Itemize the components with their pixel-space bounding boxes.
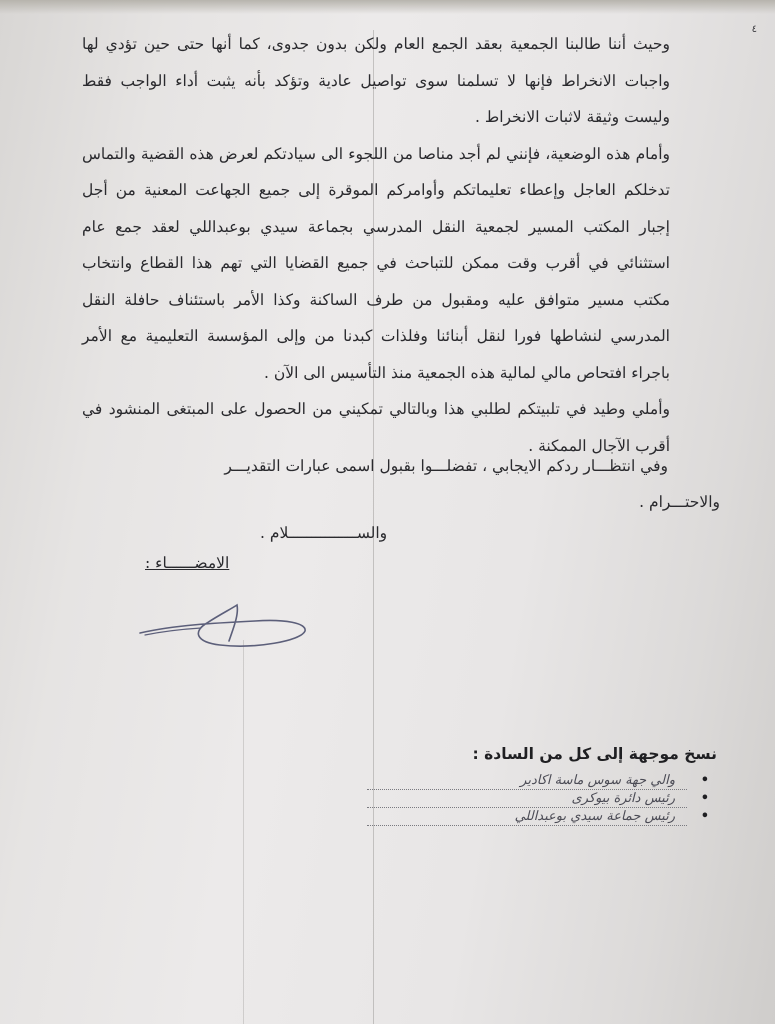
copies-heading: نسخ موجهة إلى كل من السادة : — [472, 745, 717, 763]
handwritten-signature — [135, 595, 315, 655]
copy-recipient: رئيس جماعة سيدي بوعبداللي — [514, 809, 675, 824]
salutation: والســـــــــــــــلام . — [260, 524, 388, 542]
list-item — [367, 808, 709, 826]
paragraph-hope: وأملي وطيد في تلبيتكم لطلبي هذا وبالتالي تمكيني من الحصول على المبتغى المنشود في أقرب الآجال الممكنة . — [82, 400, 670, 455]
letter-closing — [80, 448, 720, 520]
bullet-icon: • — [700, 791, 709, 806]
paragraph-membership: وحيث أننا طالبنا الجمعية بعقد الجمع العام ولكن بدون جدوى، كما أنها حتى حين تؤدي لها واجبات الانخراط فإنها لا تسلمنا سوى تواصيل عادية وتؤكد بأنه يثبت أداء الواجب فقط وليست وثيقة لاثبات الانخراط . — [82, 35, 670, 126]
list-item — [367, 790, 709, 808]
page-top-shadow — [0, 0, 775, 14]
signature-label: الامضــــــاء : — [145, 554, 230, 572]
bullet-icon: • — [700, 809, 709, 824]
bullet-icon: • — [700, 773, 709, 788]
paragraph-request: وأمام هذه الوضعية، فإنني لم أجد مناصا من اللجوء الى سيادتكم لعرض هذه القضية والتماس تدخلكم العاجل وإعطاء تعليماتكم وأوامركم الموقرة إلى جميع الجهاعت المعنية من أجل إجبار المكتب المسير لجمعية النقل المدرسي بجماعة سيدي بوعبداللي لعقد جمع عام استثنائي في أقرب وقت ممكن للتباحث في جميع القضايا التي تهم هذا القطاع وانتخاب مكتب مسير متوافق عليه ومقبول من طرف الساكنة وكذا الأمر باستئناف حافلة النقل المدرسي لنشاطها فورا لنقل أبنائنا وفلذات كبدنا من وإلى المؤسسة التعليمية مع الأمر باجراء افتحاص مالي لمالية هذه الجمعية منذ التأسيس الى الآن . — [82, 144, 670, 382]
closing-line-2: والاحتـــرام . — [639, 493, 720, 511]
copy-recipient: رئيس دائرة بيوكرى — [571, 791, 675, 806]
page-corner-mark: ٤ — [751, 24, 757, 35]
letter-body — [82, 26, 722, 464]
list-item — [367, 772, 709, 790]
closing-line-1: وفي انتظـــار ردكم الايجابي ، تفضلـــوا بقبول اسمى عبارات التقديـــر — [224, 457, 668, 475]
copy-recipient: والي جهة سوس ماسة اكادير — [520, 773, 675, 788]
paper-fold-line-secondary — [243, 640, 244, 1024]
copies-list — [367, 772, 709, 826]
